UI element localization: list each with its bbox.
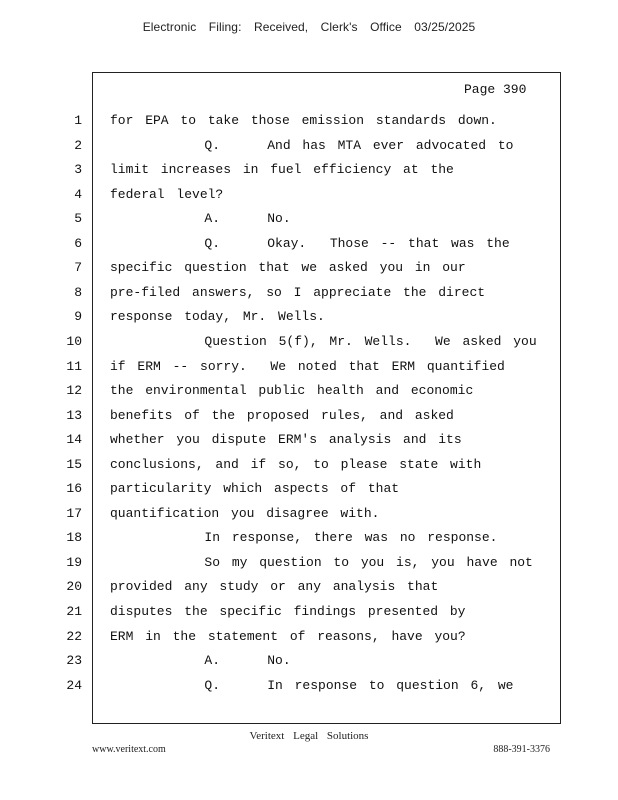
- line-number: 9: [74, 309, 82, 325]
- line-text: Q. Okay. Those -- that was the: [110, 235, 510, 251]
- footer-company: Veritext Legal Solutions: [249, 730, 369, 742]
- line-number: 15: [66, 456, 82, 472]
- transcript-line: [0, 383, 618, 403]
- line-text: the environmental public health and economic: [110, 383, 474, 399]
- transcript-line: [0, 555, 618, 575]
- line-text: pre-filed answers, so I appreciate the direct: [110, 284, 486, 300]
- line-number: 7: [74, 260, 82, 276]
- line-number: 23: [66, 653, 82, 669]
- line-number: 2: [74, 137, 82, 153]
- transcript-line: [0, 187, 618, 207]
- line-number: 20: [66, 579, 82, 595]
- line-text: if ERM -- sorry. We noted that ERM quantified: [110, 358, 505, 374]
- line-number: 22: [66, 628, 82, 644]
- line-number: 13: [66, 407, 82, 423]
- line-number: 21: [66, 604, 82, 619]
- transcript-line: [0, 162, 618, 182]
- transcript-line: [0, 481, 618, 501]
- line-number: 24: [66, 677, 82, 693]
- transcript-line: [0, 211, 618, 231]
- line-number: 17: [66, 505, 82, 521]
- transcript-line: [0, 457, 618, 477]
- line-text: Question 5(f), Mr. Wells. We asked you: [110, 333, 537, 349]
- line-number: 6: [74, 235, 82, 251]
- line-text: conclusions, and if so, to please state with: [110, 456, 482, 472]
- line-number: 10: [66, 333, 82, 349]
- transcript-line: [0, 260, 618, 280]
- line-text: Q. And has MTA ever advocated to: [110, 137, 514, 153]
- line-text: So my question to you is, you have not: [110, 554, 533, 570]
- transcript-line: [0, 432, 618, 452]
- transcript-line: [0, 138, 618, 158]
- transcript-line: [0, 285, 618, 305]
- line-text: specific question that we asked you in our: [110, 260, 466, 276]
- line-number: 16: [66, 481, 82, 497]
- line-number: 1: [74, 113, 82, 128]
- line-number: 5: [74, 211, 82, 227]
- transcript-line: [0, 236, 618, 256]
- line-text: provided any study or any analysis that: [110, 579, 439, 595]
- transcript-line: [0, 506, 618, 526]
- line-number: 11: [66, 358, 82, 374]
- line-text: federal level?: [110, 186, 224, 202]
- transcript-line: [0, 359, 618, 379]
- line-text: particularity which aspects of that: [110, 481, 400, 497]
- line-text: benefits of the proposed rules, and asked: [110, 407, 454, 423]
- transcript-line: [0, 604, 618, 624]
- line-number: 14: [66, 432, 82, 448]
- transcript-line: [0, 408, 618, 428]
- transcript-line: [0, 113, 618, 133]
- line-text: quantification you disagree with.: [110, 505, 380, 521]
- line-text: In response, there was no response.: [110, 530, 498, 546]
- footer-website: www.veritext.com: [92, 744, 166, 755]
- line-number: 8: [74, 284, 82, 300]
- transcript-line: [0, 653, 618, 673]
- line-number: 3: [74, 162, 82, 178]
- filing-stamp: Electronic Filing: Received, Clerk's Office 03/25/2025: [142, 20, 476, 34]
- transcript-line: [0, 530, 618, 550]
- line-text: Q. In response to question 6, we: [110, 677, 514, 693]
- line-number: 19: [66, 554, 82, 570]
- transcript-line: [0, 309, 618, 329]
- line-text: A. No.: [110, 211, 291, 227]
- page-number: Page 390: [464, 82, 527, 97]
- line-number: 18: [66, 530, 82, 546]
- transcript-line: [0, 334, 618, 354]
- line-number: 12: [66, 383, 82, 399]
- line-text: response today, Mr. Wells.: [110, 309, 325, 325]
- line-text: limit increases in fuel efficiency at the: [110, 162, 454, 178]
- transcript-line: [0, 629, 618, 649]
- line-text: disputes the specific findings presented by: [110, 604, 466, 619]
- line-text: ERM in the statement of reasons, have you?: [110, 628, 466, 644]
- line-text: whether you dispute ERM's analysis and its: [110, 432, 462, 448]
- footer-phone: 888-391-3376: [493, 744, 550, 755]
- line-text: A. No.: [110, 653, 291, 669]
- line-number: 4: [74, 186, 82, 202]
- transcript-line: [0, 579, 618, 599]
- transcript-line: [0, 678, 618, 698]
- line-text: for EPA to take those emission standards down.: [110, 113, 497, 128]
